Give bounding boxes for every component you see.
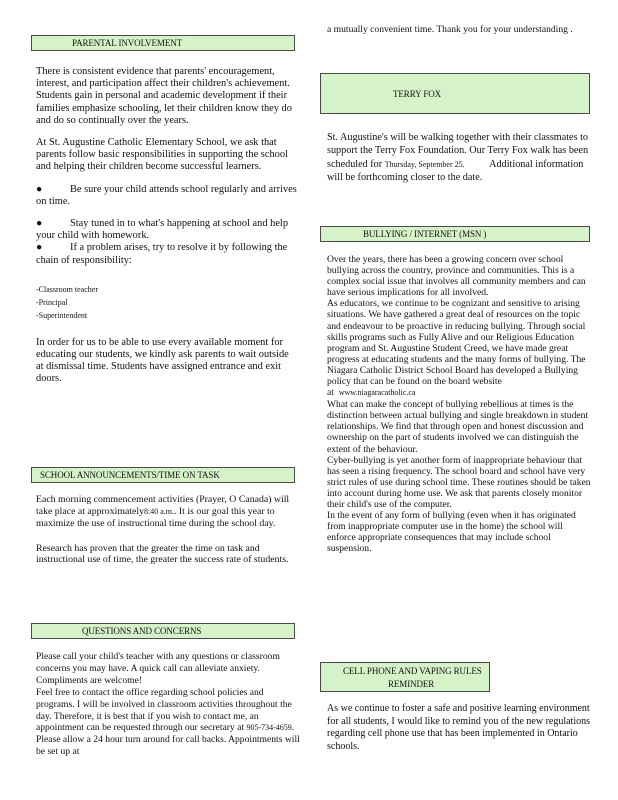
parental-paragraph-2: At St. Augustine Catholic Elementary School, we ask that parents follow basic responsibilities in supporting the school and helping their children become successful learners. xyxy=(36,137,288,173)
school-announcements-header: SCHOOL ANNOUNCEMENTS/TIME ON TASK xyxy=(31,467,295,483)
secretary-phone: 905-734-4659 xyxy=(246,723,292,733)
bullying-paragraph-1: Over the years, there has been a growing concern over school bullying across the country, province and communities. This is a complex social issue that involves all community members and can have serious implications for all involved. xyxy=(327,254,586,299)
questions-text-a: Feel free to contact the office regarding school policies and programs. I will be involved in classroom activities throughout the day. Therefore, it is best that if you wish to contact me, an appointment can be requested through our secretary at xyxy=(36,686,292,734)
bullet-item-3 xyxy=(36,242,298,266)
continuation-text: a mutually convenient time. Thank you for your understanding . xyxy=(327,24,573,35)
cell-phone-header-line-2: REMINDER xyxy=(388,679,435,689)
board-website-link[interactable]: www.niagaracatholic.ca xyxy=(338,388,416,398)
cell-phone-body xyxy=(327,703,591,753)
questions-concerns-header: QUESTIONS AND CONCERNS xyxy=(31,623,295,639)
bullying-paragraph-5: In the event of any form of bullying (even when it has originated from inappropriate computer use in the home) the school will enforce appropriate consequences that may include school suspension. xyxy=(327,510,576,555)
terry-fox-header: TERRY FOX xyxy=(320,73,590,114)
bullet-3-text: If a problem arises, try to resolve it by following the chain of responsibility: xyxy=(36,242,288,266)
cell-phone-header-line-1: CELL PHONE AND VAPING RULES xyxy=(343,666,482,676)
parental-involvement-body xyxy=(36,66,298,386)
announcements-paragraph-2: Research has proven that the greater the time on task and instructional use of time, the greater the success rate of students. xyxy=(36,542,289,566)
bullet-item-1 xyxy=(36,184,298,208)
cell-phone-paragraph: As we continue to foster a safe and positive learning environment for all students, I would like to remind you of the new regulations regarding cell phone use that has been implemented in Ontario schools. xyxy=(327,703,591,752)
parental-involvement-header: PARENTAL INVOLVEMENT xyxy=(31,35,295,51)
bullet-1-text: Be sure your child attends school regularly and arrives on time. xyxy=(36,183,297,207)
terry-fox-paragraph xyxy=(327,131,589,184)
terry-fox-date: Thursday, September 25. xyxy=(384,159,465,169)
announcements-text-a: Each morning commencement activities (Prayer, O Canada) will take place at approximately xyxy=(36,494,290,517)
questions-text-b: . Please allow a 24 hour turn around for call backs. Appointments will be set up at xyxy=(36,722,300,758)
terry-fox-text-b: Additional information will be forthcoming closer to the date. xyxy=(327,158,584,183)
chain-item: -Superintendent xyxy=(36,310,88,320)
parental-paragraph-3: In order for us to be able to use every available moment for educating our students, we kindly ask parents to wait outside at dismissal time. Students have assigned entrance and exit doors. xyxy=(36,336,289,385)
chain-item: -Principal xyxy=(36,297,68,307)
bullying-internet-header: BULLYING / INTERNET (MSN ) xyxy=(320,226,590,242)
questions-paragraph-1: Please call your child's teacher with any questions or classroom concerns you may have. A quick call can alleviate anxiety. Compliments are welcome! xyxy=(36,651,280,686)
commencement-time: 8:40 a.m. xyxy=(144,506,174,516)
terry-fox-body xyxy=(327,131,589,184)
announcements-body xyxy=(36,494,298,566)
bullet-item-2 xyxy=(36,218,298,242)
bullying-paragraph-2 xyxy=(327,298,591,399)
questions-body xyxy=(36,651,300,758)
questions-paragraph-2 xyxy=(36,687,300,759)
parental-paragraph-1: There is consistent evidence that parents' encouragement, interest, and participation affect their children's achievement. Students gain in personal and academic development if their families emphasize schooling, let their children know they do and do so continually over the years. xyxy=(36,66,292,126)
cell-phone-vaping-header xyxy=(320,662,490,692)
bullying-paragraph-3: What can make the concept of bullying rebellious at times is the distinction between actual bullying and single breakdown in student relationships. We find that through open and honest discussion and ownership on the part of students involved we can distinguish the extent of the behaviour. xyxy=(327,399,589,455)
announcements-paragraph-1 xyxy=(36,494,298,530)
chain-item: -Classroom teacher xyxy=(36,284,98,294)
bullet-icon: ● xyxy=(36,242,43,254)
bullying-body xyxy=(327,254,591,554)
bullet-icon: ● xyxy=(36,183,43,195)
terry-fox-text-a: St. Augustine's will be walking together with their classmates to support the Terry Fox Foundation. Our Terry Fox walk has been scheduled for xyxy=(327,132,589,170)
bullying-paragraph-4: Cyber-bullying is yet another form of inappropriate behaviour that has seen a rising frequency. The school board and school have very strict rules of use during school time. These routines should be taken into account during home use. We ask that parents closely monitor their child's use of the computer. xyxy=(327,454,591,510)
announcements-text-b: . It is our goal this year to maximize the use of instructional time during the school day. xyxy=(36,505,276,529)
bullet-2-text: Stay tuned in to what's happening at school and help your child with homework. xyxy=(36,218,289,242)
bullet-icon: ● xyxy=(36,218,43,230)
bullying-text-a: As educators, we continue to be cognizant and sensitive to arising situations. We have gathered a great deal of resources on the topic and endeavour to be proactive in reducing bullying. Through social skills programs such as Fully Alive and our Religious Education program and St. Augustine Student Creed, we have made great progress at educating students and the many forms of bullying. The Niagara Catholic District School Board has developed a Bullying policy that can be found on the board website at xyxy=(327,298,586,399)
